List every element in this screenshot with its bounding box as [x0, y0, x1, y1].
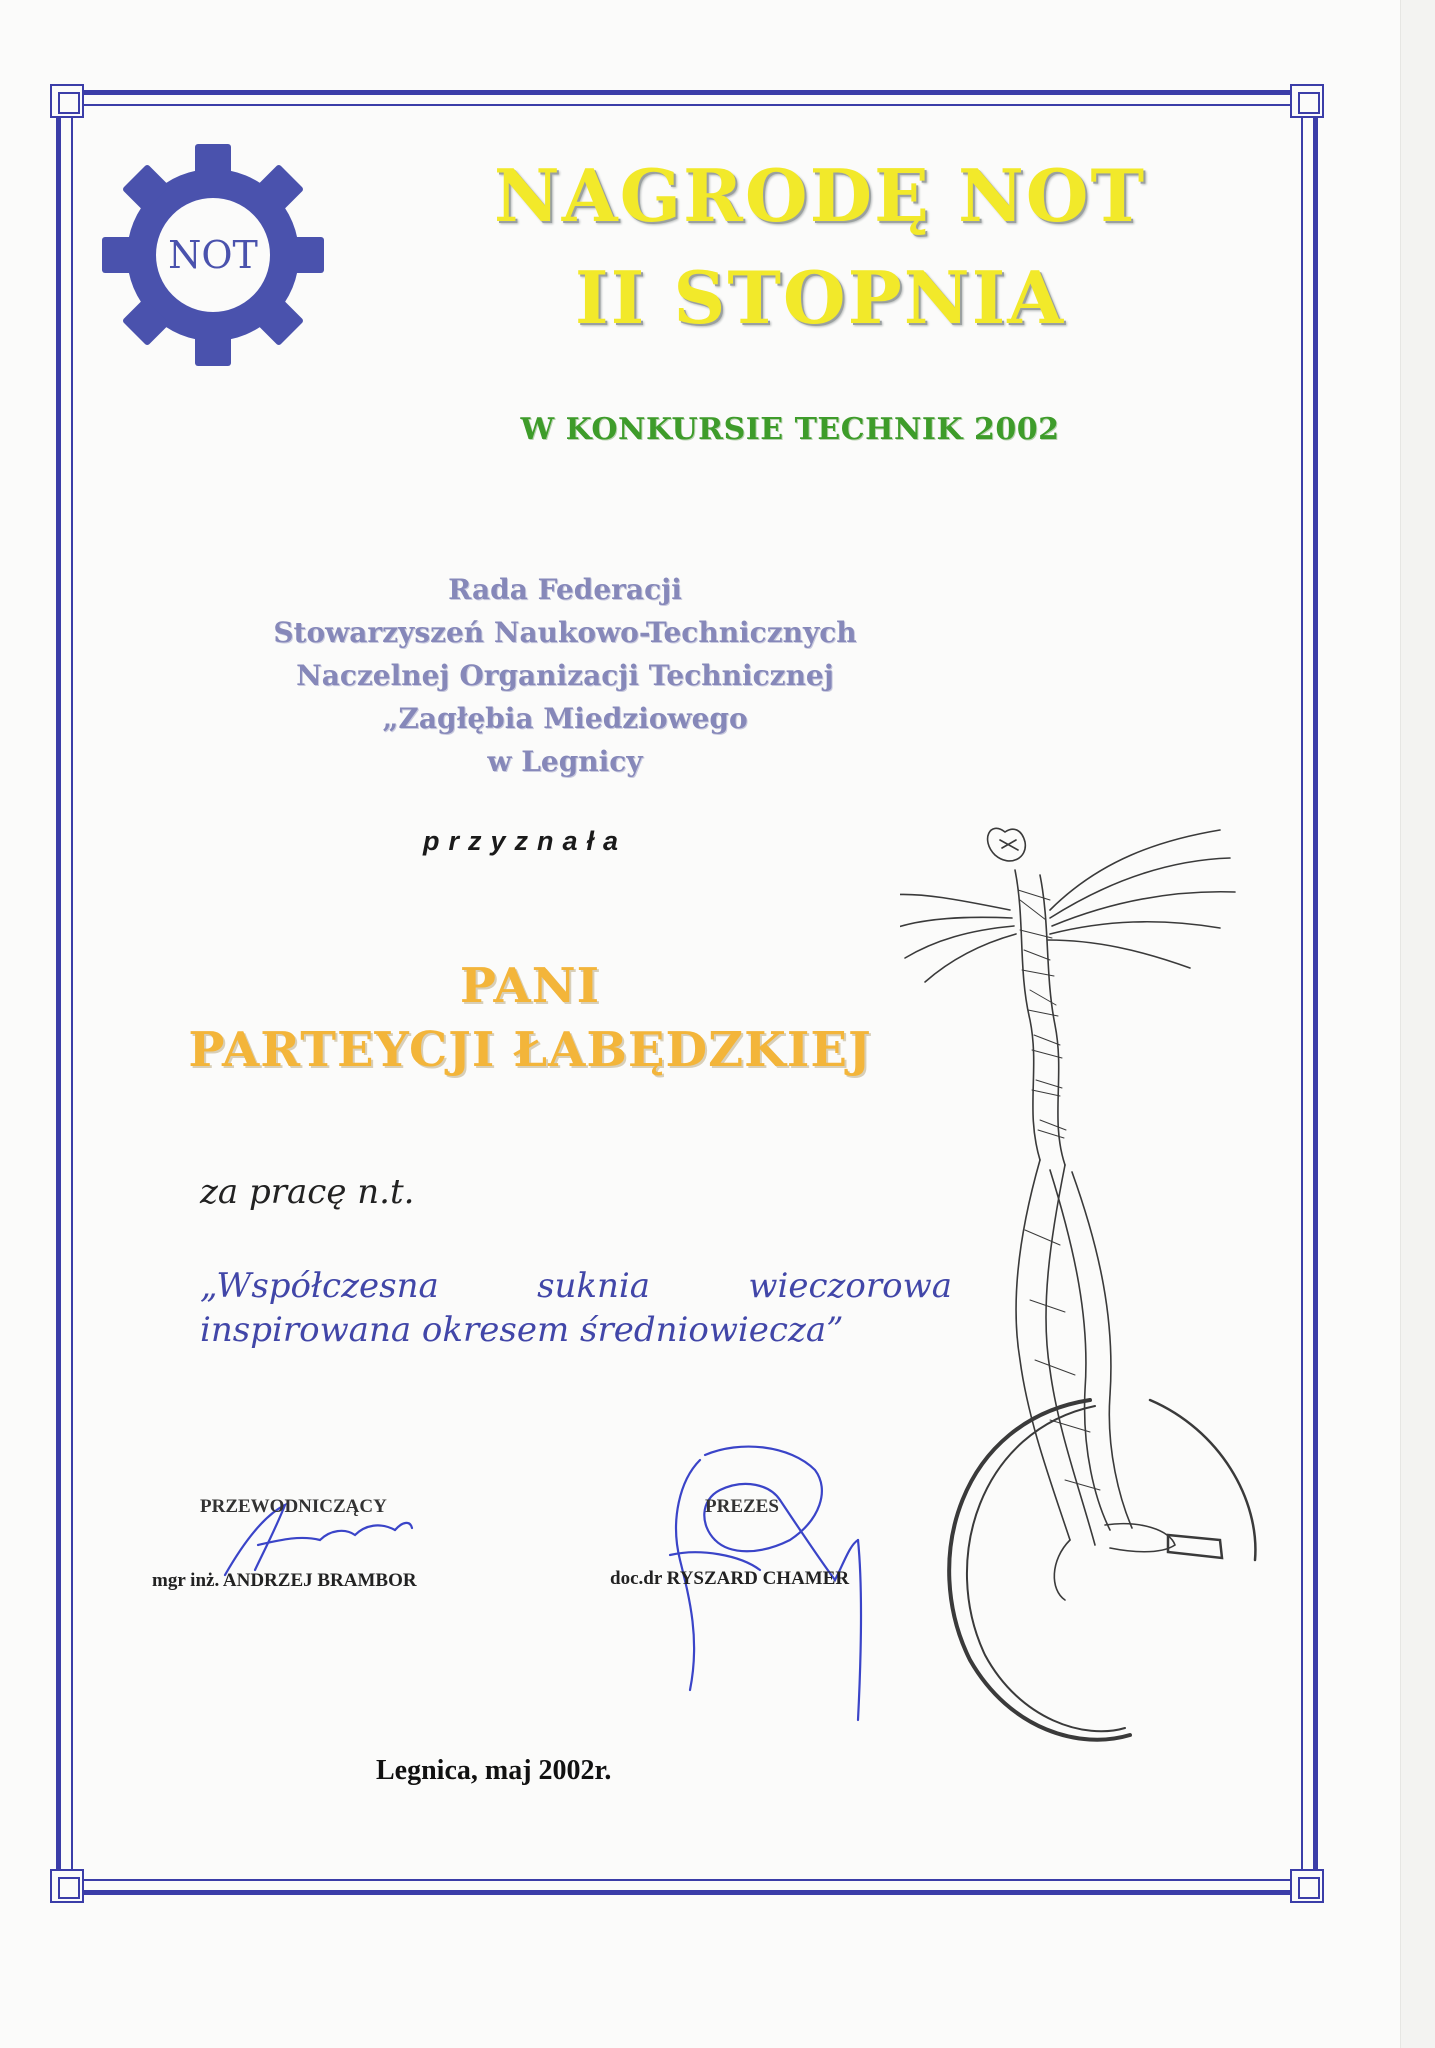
award-title-line-1: NAGRODĘ NOT: [493, 153, 1147, 238]
not-gear-logo: [98, 140, 328, 370]
frame-corner-top-right: [1290, 84, 1324, 118]
council-line: Naczelnej Organizacji Technicznej: [296, 659, 834, 692]
frame-corner-top-left: [50, 84, 84, 118]
work-title-word: wieczorowa: [748, 1266, 952, 1306]
chair-name: mgr inż. ANDRZEJ BRAMBOR: [152, 1570, 417, 1591]
recipient-salutation: PANI: [459, 958, 601, 1014]
for-work-label: za pracę n.t.: [200, 1172, 415, 1212]
frame-corner-bottom-left: [50, 1869, 84, 1903]
council-line: Stowarzyszeń Naukowo-Technicznych: [273, 616, 857, 649]
awarded-label: przyznała: [422, 826, 628, 856]
frame-corner-bottom-right: [1290, 1869, 1324, 1903]
chair-role: PRZEWODNICZĄCY: [200, 1496, 387, 1517]
issuing-council: [150, 568, 980, 783]
work-title-line-1: [200, 1264, 952, 1308]
logo-text: NOT: [168, 233, 258, 277]
work-title-line-2: inspirowana okresem średniowiecza”: [200, 1310, 844, 1350]
work-title-word: suknia: [537, 1266, 651, 1306]
award-title-line-2: II STOPNIA: [574, 255, 1066, 340]
council-line: „Zagłębia Miedziowego: [382, 702, 748, 735]
winged-figure-illustration: [900, 800, 1300, 1780]
page-edge: [1400, 0, 1435, 2048]
president-name: doc.dr RYSZARD CHAMER: [610, 1568, 850, 1589]
council-line: w Legnicy: [487, 745, 643, 778]
competition-subtitle: W KONKURSIE TECHNIK 2002: [520, 412, 1060, 447]
president-role: PREZES: [705, 1496, 779, 1517]
council-line: Rada Federacji: [448, 573, 682, 606]
recipient-name: PARTEYCJI ŁABĘDZKIEJ: [188, 1022, 872, 1078]
work-title: [200, 1264, 952, 1352]
work-title-word: „Współczesna: [200, 1266, 439, 1306]
place-and-date: Legnica, maj 2002r.: [376, 1755, 612, 1786]
